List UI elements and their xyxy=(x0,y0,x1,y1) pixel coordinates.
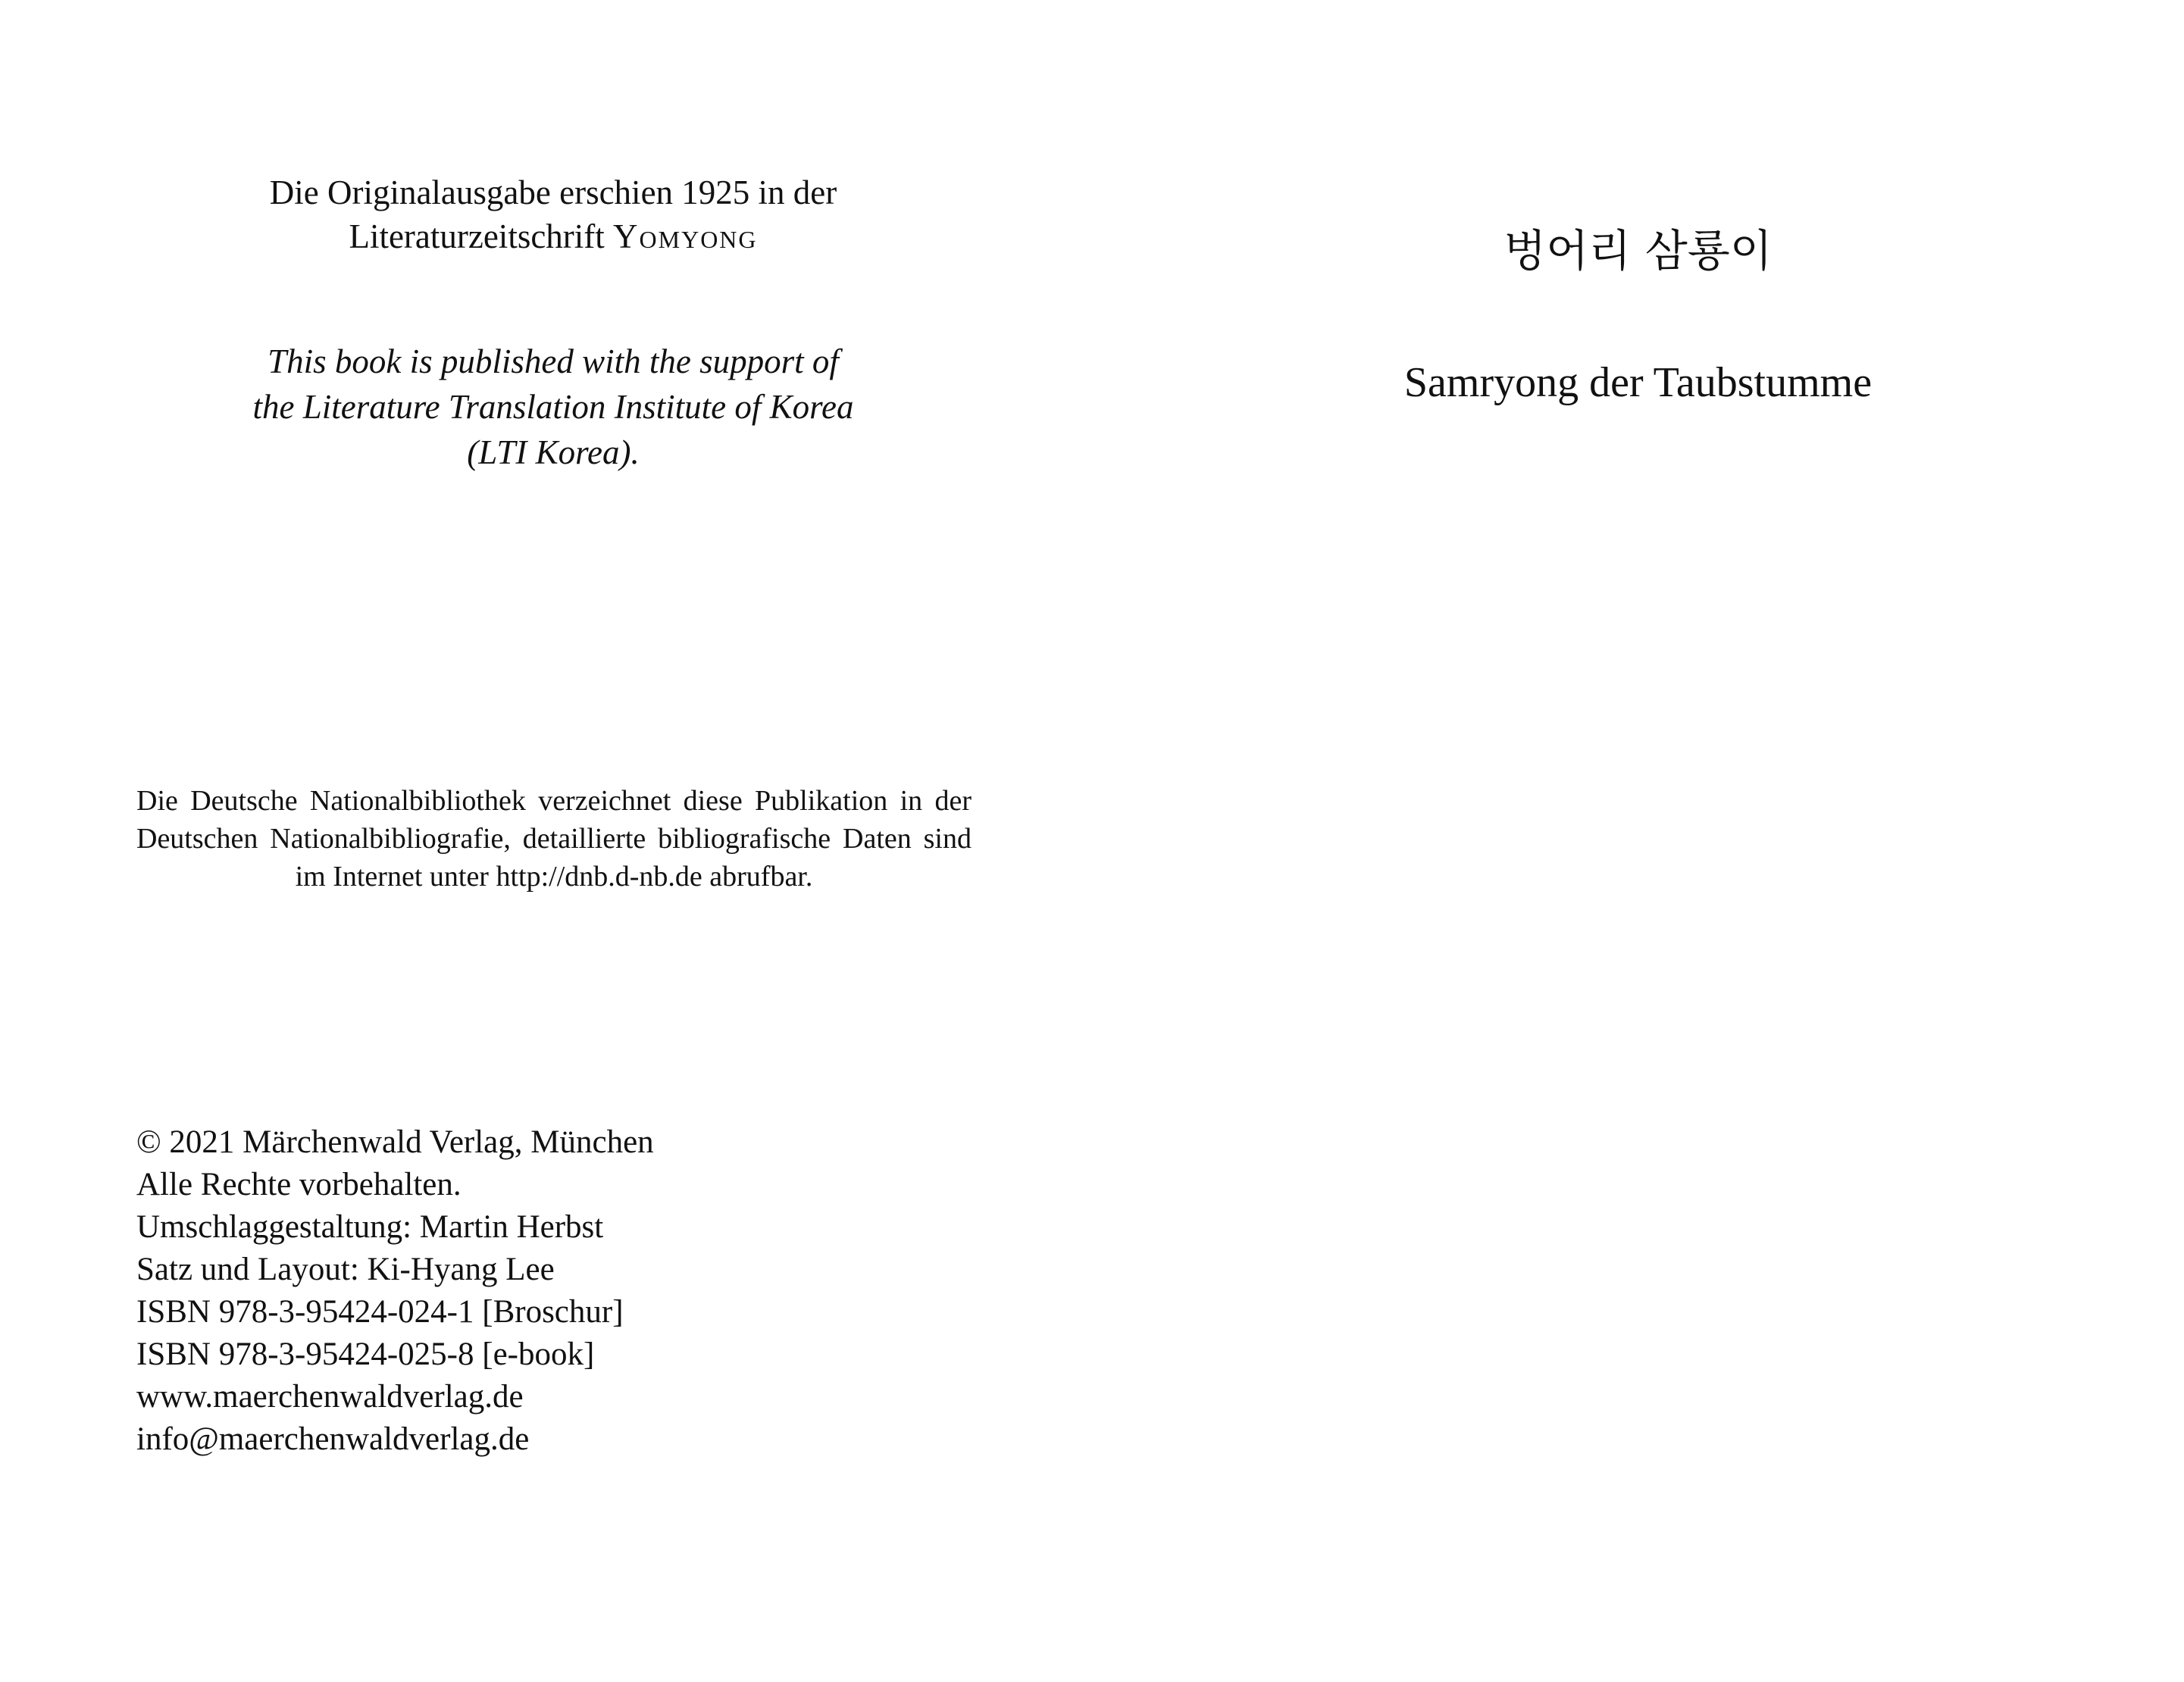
original-edition-line-2 xyxy=(136,214,970,258)
website-line: www.maerchenwaldverlag.de xyxy=(136,1379,524,1415)
rights-line: Alle Rechte vorbehalten. xyxy=(136,1167,462,1202)
cover-design-line: Umschlaggestaltung: Martin Herbst xyxy=(136,1209,604,1245)
typesetting-line: Satz und Layout: Ki-Hyang Lee xyxy=(136,1252,555,1287)
journal-prefix: Literaturzeitschrift xyxy=(349,217,605,255)
support-note-line-2: the Literature Translation Institute of Korea xyxy=(252,388,854,426)
copyright-line: © 2021 Märchenwald Verlag, München xyxy=(136,1124,654,1160)
isbn-ebook-line: ISBN 978-3-95424-025-8 [e-book] xyxy=(136,1337,595,1372)
german-title: Samryong der Taubstumme xyxy=(1403,359,1873,406)
imprint-block xyxy=(136,1121,654,1461)
isbn-print-line: ISBN 978-3-95424-024-1 [Broschur] xyxy=(136,1294,624,1330)
email-line: info@maerchenwaldverlag.de xyxy=(136,1421,530,1457)
korean-title: 벙어리 삼룡이 xyxy=(1503,225,1773,277)
support-note-line-3: (LTI Korea). xyxy=(467,433,640,471)
journal-name: Yomyong xyxy=(613,217,758,255)
support-note-line-1: This book is published with the support of xyxy=(268,342,839,380)
support-note xyxy=(136,339,970,475)
original-edition-line-1: Die Originalausgabe erschien 1925 in der xyxy=(269,174,837,211)
right-page xyxy=(1092,0,2184,1682)
original-edition-note xyxy=(136,170,970,258)
dnb-bibliographic-note: Die Deutsche Nationalbibliothek verzeichnet diese Publikation in der Deutschen Nationalbibliografie, detaillierte bibliografische Daten sind im Internet unter http://dnb.d-nb.de abrufbar. xyxy=(136,785,972,893)
